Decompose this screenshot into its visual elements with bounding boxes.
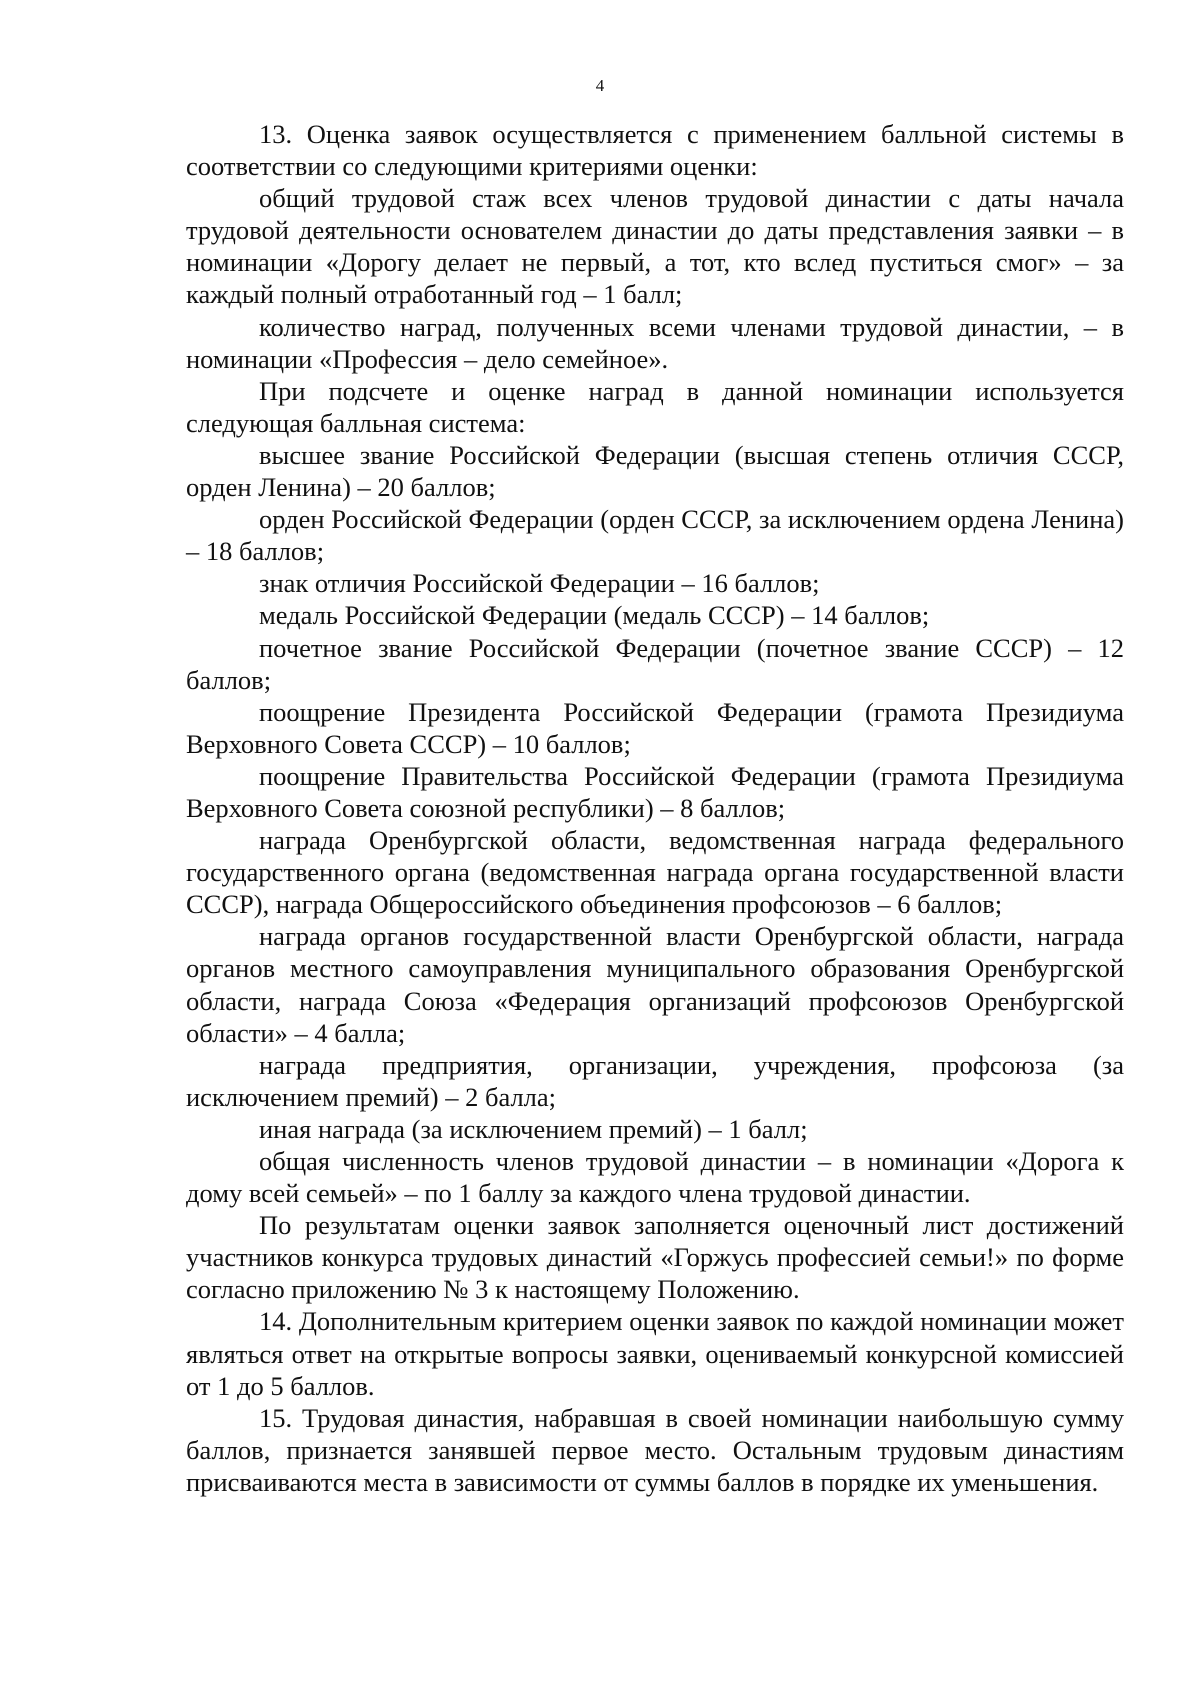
award-president-encouragement: поощрение Президента Российской Федерации (грамота Президиума Верховного Совета СССР) – 10 баллов; [186,696,1124,759]
paragraph-13-intro: 13. Оценка заявок осуществляется с применением балльной системы в соответствии со следующими критериями оценки: [186,119,1124,182]
criterion-awards-count: количество наград, полученных всеми членами трудовой династии, – в номинации «Профессия – дело семейное». [186,311,1124,374]
awards-scoring-intro: При подсчете и оценке наград в данной номинации используется следующая балльная система: [186,375,1124,438]
award-medal: медаль Российской Федерации (медаль СССР) – 14 баллов; [259,600,930,631]
paragraph-15: 15. Трудовая династия, набравшая в своей номинации наибольшую сумму баллов, признается занявшей первое место. Остальным трудовым династиям присваиваются места в зависимости от суммы баллов в порядке их уменьшения. [186,1402,1124,1497]
criterion-family-size: общая численность членов трудовой династии – в номинации «Дорога к дому всей семьей» – по 1 баллу за каждого члена трудовой династии. [186,1146,1124,1209]
award-regional-authorities: награда органов государственной власти Оренбургской области, награда органов местного самоуправления муниципального образования Оренбургской области, награда Союза «Федерация организаций профсоюзов Оренбургской области» – 4 балла; [186,921,1124,1048]
award-government-encouragement: поощрение Правительства Российской Федерации (грамота Президиума Верховного Совета союзной республики) – 8 баллов; [186,760,1124,823]
award-enterprise: награда предприятия, организации, учреждения, профсоюза (за исключением премий) – 2 балла; [186,1049,1124,1112]
evaluation-sheet-paragraph: По результатам оценки заявок заполняется оценочный лист достижений участников конкурса трудовых династий «Горжусь профессией семьи!» по форме согласно приложению № 3 к настоящему Положению. [186,1210,1124,1305]
page-number: 4 [595,76,605,95]
award-highest-title: высшее звание Российской Федерации (высшая степень отличия СССР, орден Ленина) – 20 баллов; [186,439,1124,503]
award-orenburg-region: награда Оренбургской области, ведомственная награда федерального государственного органа (ведомственная награда органа государственной власти СССР), награда Общероссийского объединения профсоюзов – 6 баллов; [186,825,1124,920]
paragraph-14: 14. Дополнительным критерием оценки заявок по каждой номинации может являться ответ на открытые вопросы заявки, оцениваемый конкурсной комиссией от 1 до 5 баллов. [186,1306,1124,1401]
award-badge-of-distinction: знак отличия Российской Федерации – 16 баллов; [259,568,820,599]
criterion-total-work-experience: общий трудовой стаж всех членов трудовой династии с даты начала трудовой деятельности основателем династии до даты представления заявки – в номинации «Дорогу делает не первый, а тот, кто вслед пуститься смог» – за каждый полный отработанный год – 1 балл; [186,183,1124,310]
award-order: орден Российской Федерации (орден СССР, за исключением ордена Ленина) – 18 баллов; [186,504,1124,567]
award-other: иная награда (за исключением премий) – 1 балл; [259,1113,808,1144]
document-body [186,118,1124,1498]
award-honorary-title: почетное звание Российской Федерации (почетное звание СССР) – 12 баллов; [186,632,1124,695]
